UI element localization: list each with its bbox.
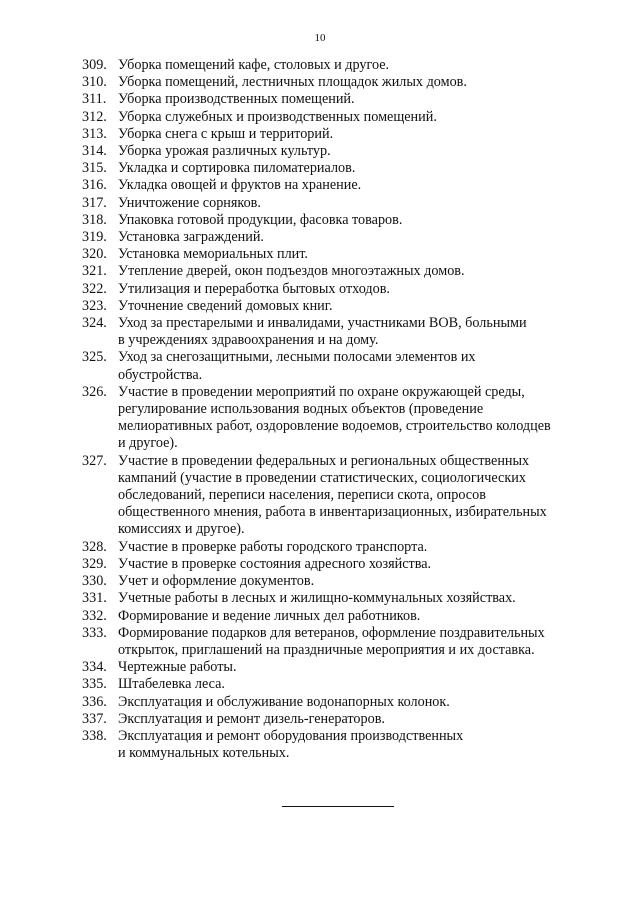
item-number: 332.	[82, 607, 107, 624]
item-number: 328.	[82, 538, 107, 555]
list-item	[82, 676, 592, 693]
list-item	[82, 109, 592, 126]
item-number: 333.	[82, 624, 107, 641]
item-number: 315.	[82, 160, 107, 177]
item-number: 311.	[82, 91, 107, 108]
item-text	[118, 573, 592, 590]
item-number: 322.	[82, 280, 107, 297]
item-text	[118, 109, 592, 126]
item-text	[118, 298, 592, 315]
list-item	[82, 160, 592, 177]
list-item	[82, 711, 592, 728]
item-text-line: комиссиях и другое).	[118, 521, 245, 538]
list-item	[82, 195, 592, 212]
item-number: 321.	[82, 263, 107, 280]
item-text-line: Уход за престарелыми и инвалидами, участниками ВОВ, больными	[118, 315, 527, 332]
item-text-line: Утепление дверей, окон подъездов многоэтажных домов.	[118, 263, 465, 280]
item-text-line: Уборка помещений, лестничных площадок жилых домов.	[118, 74, 467, 91]
item-text-line: и другое).	[118, 435, 178, 452]
item-text-line: Установка мемориальных плит.	[118, 246, 308, 263]
item-number: 334.	[82, 659, 107, 676]
item-number: 325.	[82, 349, 107, 366]
item-text	[118, 453, 592, 539]
item-number: 318.	[82, 211, 107, 228]
item-number: 314.	[82, 143, 107, 160]
list-item	[82, 539, 592, 556]
item-text	[118, 91, 592, 108]
item-text-line: Упаковка готовой продукции, фасовка товаров.	[118, 211, 403, 228]
item-text-line: Утилизация и переработка бытовых отходов.	[118, 280, 390, 297]
item-text-line: Уборка снега с крыш и территорий.	[118, 125, 334, 142]
list-item	[82, 212, 592, 229]
item-text-line: и коммунальных котельных.	[118, 745, 290, 762]
list-item	[82, 453, 592, 539]
item-number: 335.	[82, 676, 107, 693]
list-item	[82, 608, 592, 625]
item-number: 326.	[82, 383, 107, 400]
list-item	[82, 143, 592, 160]
item-number: 338.	[82, 727, 107, 744]
item-number: 324.	[82, 315, 107, 332]
item-text-line: Формирование и ведение личных дел работников.	[118, 607, 421, 624]
item-text-line: Участие в проверке работы городского транспорта.	[118, 538, 428, 555]
item-text-line: Уборка помещений кафе, столовых и другое.	[118, 57, 390, 73]
item-text-line: Чертежные работы.	[118, 659, 237, 676]
item-text	[118, 281, 592, 298]
item-text	[118, 177, 592, 194]
item-text-line: общественного мнения, работа в инвентаризационных, избирательных	[118, 504, 547, 521]
list-item	[82, 263, 592, 280]
item-text-line: Учет и оформление документов.	[118, 573, 315, 590]
item-text	[118, 263, 592, 280]
item-text	[118, 625, 592, 659]
item-number: 327.	[82, 452, 107, 469]
item-text-line: Участие в проведении федеральных и региональных общественных	[118, 452, 530, 469]
item-text-line: обследований, переписи населения, переписи скота, опросов	[118, 487, 486, 504]
item-text	[118, 229, 592, 246]
list-item	[82, 625, 592, 659]
item-number: 316.	[82, 177, 107, 194]
item-text	[118, 212, 592, 229]
list-item	[82, 728, 592, 762]
item-text-line: Уборка производственных помещений.	[118, 91, 355, 108]
item-number: 329.	[82, 555, 107, 572]
list-item	[82, 126, 592, 143]
item-number: 337.	[82, 710, 107, 727]
item-text-line: Участие в проведении мероприятий по охране окружающей среды,	[118, 383, 525, 400]
item-number: 330.	[82, 573, 107, 590]
numbered-list	[82, 57, 592, 762]
item-text	[118, 126, 592, 143]
item-text-line: Участие в проверке состояния адресного хозяйства.	[118, 555, 432, 572]
item-text-line: Уход за снегозащитными, лесными полосами элементов их	[118, 349, 476, 366]
list-item	[82, 349, 592, 383]
item-text	[118, 57, 592, 74]
list-item	[82, 573, 592, 590]
item-text	[118, 676, 592, 693]
item-text	[118, 556, 592, 573]
end-divider	[282, 806, 394, 807]
item-text-line: открыток, приглашений на праздничные мероприятия и их доставка.	[118, 641, 535, 658]
item-number: 319.	[82, 229, 107, 246]
item-number: 320.	[82, 246, 107, 263]
item-text-line: Эксплуатация и ремонт дизель-генераторов.	[118, 710, 385, 727]
item-number: 309.	[82, 57, 107, 73]
item-text	[118, 349, 592, 383]
item-number: 312.	[82, 108, 107, 125]
list-item	[82, 590, 592, 607]
list-item	[82, 246, 592, 263]
item-text	[118, 315, 592, 349]
item-text-line: Учетные работы в лесных и жилищно-коммунальных хозяйствах.	[118, 590, 516, 607]
list-item	[82, 177, 592, 194]
item-text	[118, 143, 592, 160]
item-text-line: мелиоративных работ, оздоровление водоемов, строительство колодцев	[118, 418, 551, 435]
list-item	[82, 281, 592, 298]
item-number: 310.	[82, 74, 107, 91]
list-item	[82, 298, 592, 315]
item-text-line: Укладка овощей и фруктов на хранение.	[118, 177, 362, 194]
item-text	[118, 694, 592, 711]
item-text	[118, 539, 592, 556]
item-number: 331.	[82, 590, 107, 607]
item-text	[118, 246, 592, 263]
item-number: 336.	[82, 693, 107, 710]
list-item	[82, 315, 592, 349]
list-item	[82, 229, 592, 246]
item-text-line: кампаний (участие в проведении статистических, социологических	[118, 469, 526, 486]
item-number: 323.	[82, 297, 107, 314]
item-text-line: Штабелевка леса.	[118, 676, 225, 693]
item-text-line: Уборка урожая различных культур.	[118, 143, 331, 160]
item-text	[118, 711, 592, 728]
list-item	[82, 91, 592, 108]
item-text	[118, 590, 592, 607]
list-item	[82, 384, 592, 453]
item-text	[118, 160, 592, 177]
list-item	[82, 694, 592, 711]
item-number: 313.	[82, 125, 107, 142]
item-text-line: Уничтожение сорняков.	[118, 194, 261, 211]
item-text-line: обустройства.	[118, 366, 203, 383]
item-text-line: регулирование использования водных объектов (проведение	[118, 401, 484, 418]
item-text-line: Эксплуатация и обслуживание водонапорных колонок.	[118, 693, 450, 710]
item-text	[118, 659, 592, 676]
item-text-line: Формирование подарков для ветеранов, оформление поздравительных	[118, 624, 545, 641]
item-text-line: Укладка и сортировка пиломатериалов.	[118, 160, 356, 177]
list-item	[82, 659, 592, 676]
item-number: 317.	[82, 194, 107, 211]
item-text-line: Уборка служебных и производственных помещений.	[118, 108, 437, 125]
list-item	[82, 74, 592, 91]
item-text	[118, 728, 592, 762]
item-text-line: в учреждениях здравоохранения и на дому.	[118, 332, 379, 349]
item-text	[118, 195, 592, 212]
item-text	[118, 608, 592, 625]
item-text-line: Уточнение сведений домовых книг.	[118, 297, 333, 314]
item-text-line: Эксплуатация и ремонт оборудования производственных	[118, 727, 464, 744]
list-item	[82, 57, 592, 74]
item-text	[118, 74, 592, 91]
list-item	[82, 556, 592, 573]
page-number: 10	[314, 32, 326, 44]
item-text-line: Установка заграждений.	[118, 229, 264, 246]
item-text	[118, 384, 592, 453]
